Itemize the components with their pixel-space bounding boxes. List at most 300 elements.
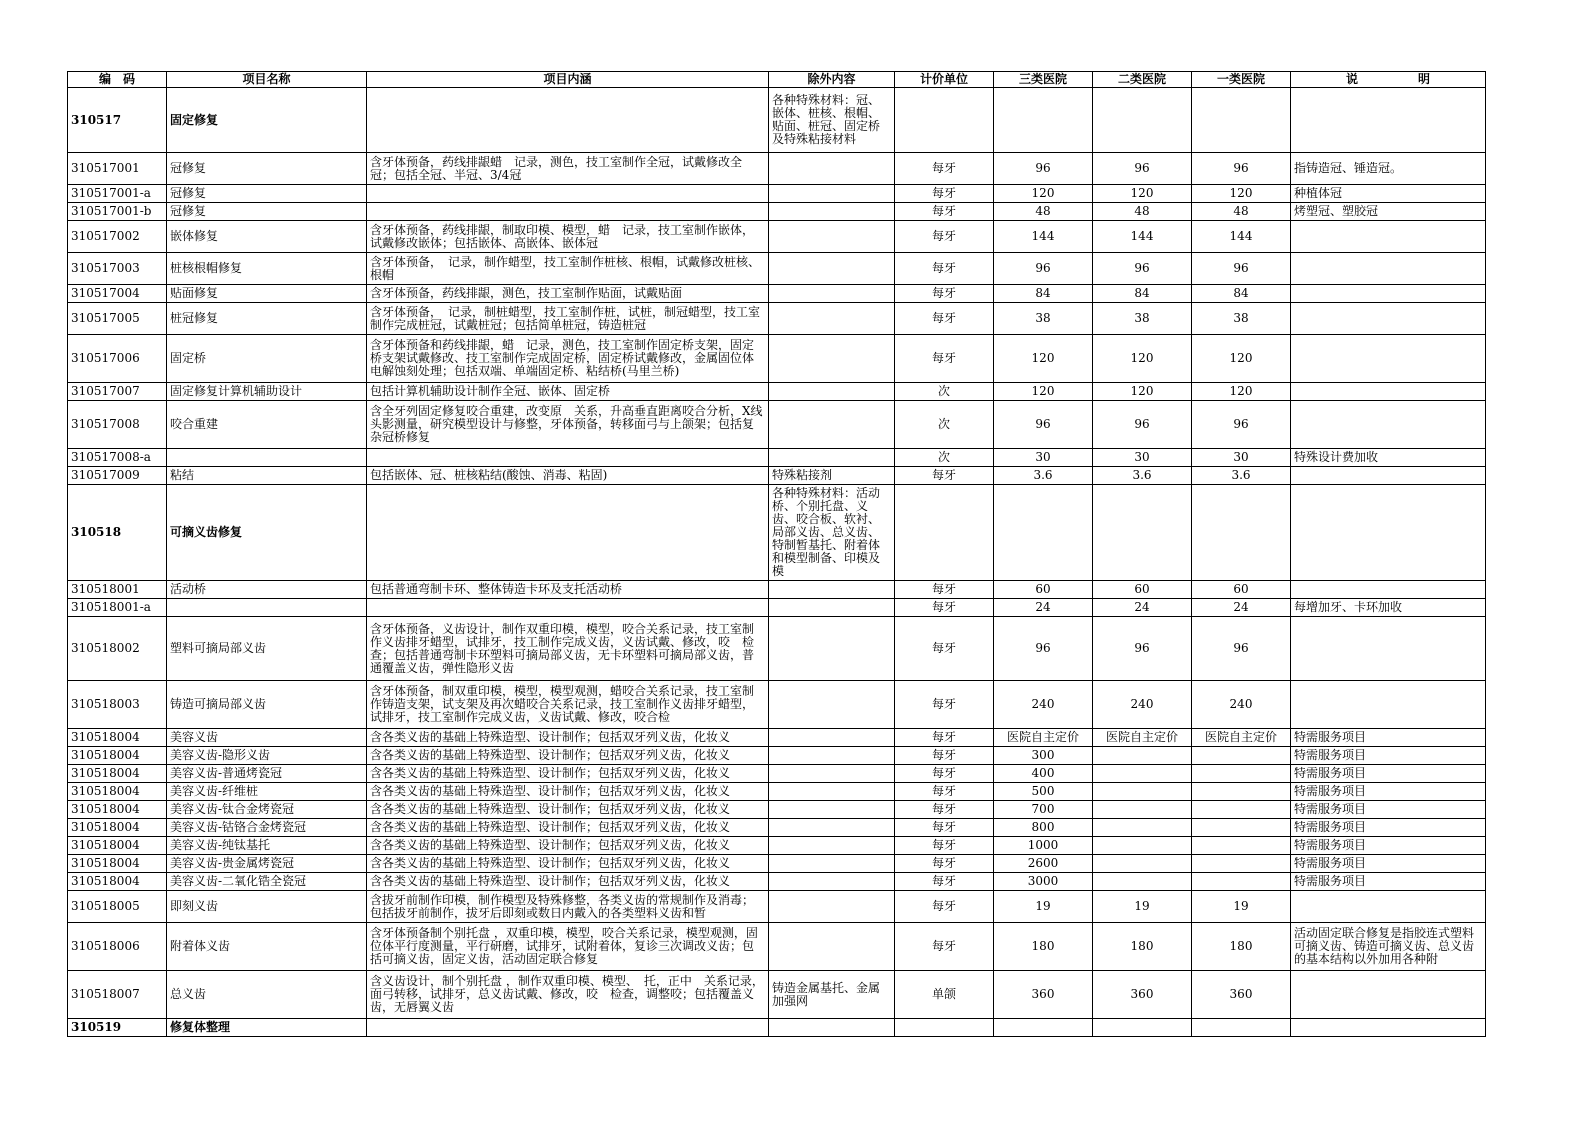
cell-tier1[interactable]: [1192, 819, 1291, 837]
cell-code[interactable]: 310519: [68, 1019, 167, 1037]
cell-content[interactable]: 含各类义齿的基础上特殊造型、设计制作；包括双牙列义齿，化妆义: [367, 783, 769, 801]
cell-tier1[interactable]: 48: [1192, 203, 1291, 221]
cell-excluded[interactable]: [769, 837, 895, 855]
cell-content[interactable]: 包括计算机辅助设计制作全冠、嵌体、固定桥: [367, 383, 769, 401]
cell-unit[interactable]: 每牙: [895, 335, 994, 383]
cell-content[interactable]: [367, 88, 769, 153]
cell-tier2[interactable]: 144: [1093, 221, 1192, 253]
cell-tier2[interactable]: 120: [1093, 335, 1192, 383]
cell-code[interactable]: 310517002: [68, 221, 167, 253]
cell-unit[interactable]: 每牙: [895, 285, 994, 303]
cell-code[interactable]: 310518006: [68, 923, 167, 971]
cell-name[interactable]: 嵌体修复: [167, 221, 367, 253]
cell-tier2[interactable]: 84: [1093, 285, 1192, 303]
cell-content[interactable]: 含牙体预备，义齿设计，制作双重印模，模型，咬合关系记录，技工室制作义齿排牙蜡型，试排牙，技工制作完成义齿，义齿试戴、修改，咬 检查；包括普通弯制卡环塑料可摘局部义齿，无卡环塑料可摘局部义齿，普通覆盖义齿，弹性隐形义齿: [367, 617, 769, 681]
cell-code[interactable]: 310518004: [68, 873, 167, 891]
cell-excluded[interactable]: [769, 855, 895, 873]
cell-tier2[interactable]: [1093, 88, 1192, 153]
cell-note[interactable]: 特需服务项目: [1291, 783, 1486, 801]
cell-tier3[interactable]: 2600: [994, 855, 1093, 873]
header-row: [68, 72, 1486, 88]
cell-tier1[interactable]: 360: [1192, 971, 1291, 1019]
cell-name[interactable]: 美容义齿: [167, 729, 367, 747]
cell-tier2[interactable]: 48: [1093, 203, 1192, 221]
cell-name[interactable]: 即刻义齿: [167, 891, 367, 923]
cell-note[interactable]: [1291, 971, 1486, 1019]
cell-note[interactable]: 特需服务项目: [1291, 747, 1486, 765]
cell-code[interactable]: 310517009: [68, 467, 167, 485]
cell-unit[interactable]: 单颌: [895, 971, 994, 1019]
cell-unit[interactable]: 每牙: [895, 253, 994, 285]
cell-unit[interactable]: [895, 485, 994, 581]
cell-content[interactable]: 包括嵌体、冠、桩核粘结(酸蚀、消毒、粘固): [367, 467, 769, 485]
cell-content[interactable]: 含各类义齿的基础上特殊造型、设计制作；包括双牙列义齿，化妆义: [367, 747, 769, 765]
cell-note[interactable]: [1291, 221, 1486, 253]
cell-excluded[interactable]: [769, 335, 895, 383]
cell-tier3[interactable]: [994, 1019, 1093, 1037]
cell-tier2[interactable]: [1093, 783, 1192, 801]
cell-tier2[interactable]: [1093, 765, 1192, 783]
cell-unit[interactable]: [895, 1019, 994, 1037]
cell-name[interactable]: 活动桥: [167, 581, 367, 599]
cell-name[interactable]: 铸造可摘局部义齿: [167, 681, 367, 729]
cell-note[interactable]: 特需服务项目: [1291, 819, 1486, 837]
cell-content[interactable]: [367, 185, 769, 203]
cell-unit[interactable]: 次: [895, 449, 994, 467]
cell-tier1[interactable]: 120: [1192, 185, 1291, 203]
cell-excluded[interactable]: [769, 153, 895, 185]
cell-tier3[interactable]: 300: [994, 747, 1093, 765]
cell-note[interactable]: [1291, 485, 1486, 581]
cell-tier1[interactable]: 96: [1192, 253, 1291, 285]
cell-tier3[interactable]: 19: [994, 891, 1093, 923]
cell-tier1[interactable]: 60: [1192, 581, 1291, 599]
cell-tier3[interactable]: 120: [994, 383, 1093, 401]
cell-tier1[interactable]: 38: [1192, 303, 1291, 335]
cell-tier2[interactable]: [1093, 855, 1192, 873]
cell-tier1[interactable]: 84: [1192, 285, 1291, 303]
cell-tier2[interactable]: 96: [1093, 617, 1192, 681]
cell-tier1[interactable]: 120: [1192, 335, 1291, 383]
cell-content[interactable]: [367, 203, 769, 221]
cell-tier2[interactable]: [1093, 837, 1192, 855]
cell-excluded[interactable]: [769, 783, 895, 801]
cell-tier2[interactable]: 360: [1093, 971, 1192, 1019]
header-tier1[interactable]: 一类医院: [1192, 72, 1291, 88]
cell-name[interactable]: 固定桥: [167, 335, 367, 383]
cell-code[interactable]: 310518004: [68, 729, 167, 747]
cell-excluded[interactable]: [769, 253, 895, 285]
cell-excluded[interactable]: [769, 747, 895, 765]
cell-tier3[interactable]: 96: [994, 153, 1093, 185]
cell-code[interactable]: 310518001: [68, 581, 167, 599]
cell-excluded[interactable]: [769, 617, 895, 681]
cell-unit[interactable]: 每牙: [895, 729, 994, 747]
cell-tier1[interactable]: [1192, 783, 1291, 801]
cell-note[interactable]: 烤塑冠、塑胶冠: [1291, 203, 1486, 221]
cell-content[interactable]: 含牙体预备，药线排龈，制取印模、模型，蜡 记录，技工室制作嵌体，试戴修改嵌体；包括嵌体、高嵌体、嵌体冠: [367, 221, 769, 253]
cell-note[interactable]: [1291, 253, 1486, 285]
cell-code[interactable]: 310517001: [68, 153, 167, 185]
cell-tier1[interactable]: 医院自主定价: [1192, 729, 1291, 747]
cell-code[interactable]: 310517004: [68, 285, 167, 303]
cell-note[interactable]: 活动固定联合修复是指胶连式塑料可摘义齿、铸造可摘义齿、总义齿的基本结构以外加用各种附: [1291, 923, 1486, 971]
cell-excluded[interactable]: [769, 873, 895, 891]
cell-tier1[interactable]: 96: [1192, 401, 1291, 449]
cell-code[interactable]: 310518004: [68, 747, 167, 765]
cell-excluded[interactable]: [769, 729, 895, 747]
cell-content[interactable]: 含各类义齿的基础上特殊造型、设计制作；包括双牙列义齿，化妆义: [367, 801, 769, 819]
cell-excluded[interactable]: [769, 285, 895, 303]
cell-code[interactable]: 310518004: [68, 783, 167, 801]
cell-code[interactable]: 310518007: [68, 971, 167, 1019]
cell-tier1[interactable]: 120: [1192, 383, 1291, 401]
cell-note[interactable]: [1291, 401, 1486, 449]
cell-tier2[interactable]: 96: [1093, 153, 1192, 185]
cell-note[interactable]: [1291, 581, 1486, 599]
cell-tier1[interactable]: [1192, 747, 1291, 765]
cell-tier2[interactable]: [1093, 873, 1192, 891]
cell-name[interactable]: 总义齿: [167, 971, 367, 1019]
cell-name[interactable]: 修复体整理: [167, 1019, 367, 1037]
cell-tier3[interactable]: 3000: [994, 873, 1093, 891]
cell-tier1[interactable]: [1192, 485, 1291, 581]
header-unit[interactable]: 计价单位: [895, 72, 994, 88]
cell-excluded[interactable]: [769, 221, 895, 253]
cell-code[interactable]: 310517001-b: [68, 203, 167, 221]
cell-note[interactable]: [1291, 335, 1486, 383]
cell-content[interactable]: 含牙体预备，药线排龈，测色，技工室制作贴面，试戴贴面: [367, 285, 769, 303]
cell-tier2[interactable]: 120: [1093, 185, 1192, 203]
cell-content[interactable]: 含各类义齿的基础上特殊造型、设计制作；包括双牙列义齿，化妆义: [367, 855, 769, 873]
cell-excluded[interactable]: [769, 681, 895, 729]
cell-code[interactable]: 310517: [68, 88, 167, 153]
cell-name[interactable]: 美容义齿-纤维桩: [167, 783, 367, 801]
cell-unit[interactable]: 每牙: [895, 837, 994, 855]
cell-tier2[interactable]: 3.6: [1093, 467, 1192, 485]
cell-code[interactable]: 310518002: [68, 617, 167, 681]
cell-note[interactable]: 特需服务项目: [1291, 837, 1486, 855]
cell-tier3[interactable]: 60: [994, 581, 1093, 599]
cell-unit[interactable]: 每牙: [895, 185, 994, 203]
cell-tier1[interactable]: [1192, 765, 1291, 783]
cell-unit[interactable]: 每牙: [895, 467, 994, 485]
cell-content[interactable]: [367, 1019, 769, 1037]
cell-tier3[interactable]: 96: [994, 253, 1093, 285]
cell-tier1[interactable]: [1192, 1019, 1291, 1037]
cell-unit[interactable]: 次: [895, 383, 994, 401]
cell-code[interactable]: 310517001-a: [68, 185, 167, 203]
cell-content[interactable]: [367, 449, 769, 467]
cell-name[interactable]: [167, 599, 367, 617]
cell-unit[interactable]: 每牙: [895, 873, 994, 891]
section-row: [68, 88, 1486, 153]
cell-tier3[interactable]: 144: [994, 221, 1093, 253]
cell-tier3[interactable]: 96: [994, 617, 1093, 681]
cell-tier2[interactable]: 30: [1093, 449, 1192, 467]
cell-unit[interactable]: 每牙: [895, 783, 994, 801]
cell-excluded[interactable]: [769, 185, 895, 203]
header-excluded[interactable]: 除外内容: [769, 72, 895, 88]
cell-unit[interactable]: 每牙: [895, 681, 994, 729]
cell-excluded[interactable]: 各种特殊材料：冠、嵌体、桩核、根帽、贴面、桩冠、固定桥及特殊粘接材料: [769, 88, 895, 153]
cell-note[interactable]: [1291, 617, 1486, 681]
cell-content[interactable]: 包括普通弯制卡环、整体铸造卡环及支托活动桥: [367, 581, 769, 599]
cell-tier3[interactable]: 96: [994, 401, 1093, 449]
cell-content[interactable]: 含牙体预备制个别托盘 ，双重印模，模型，咬合关系记录，模型观测，固位体平行度测量，平行研磨，试排牙，试附着体，复诊三次调改义齿；包括可摘义齿，固定义齿，活动固定联合修复: [367, 923, 769, 971]
cell-name[interactable]: 咬合重建: [167, 401, 367, 449]
cell-tier3[interactable]: 24: [994, 599, 1093, 617]
cell-name[interactable]: 贴面修复: [167, 285, 367, 303]
cell-content[interactable]: 含各类义齿的基础上特殊造型、设计制作；包括双牙列义齿，化妆义: [367, 873, 769, 891]
cell-name[interactable]: 塑料可摘局部义齿: [167, 617, 367, 681]
cell-tier1[interactable]: [1192, 873, 1291, 891]
cell-name[interactable]: 美容义齿-二氧化锆全瓷冠: [167, 873, 367, 891]
cell-code[interactable]: 310517005: [68, 303, 167, 335]
cell-tier3[interactable]: 400: [994, 765, 1093, 783]
cell-excluded[interactable]: [769, 203, 895, 221]
header-name[interactable]: 项目名称: [167, 72, 367, 88]
cell-tier3[interactable]: [994, 88, 1093, 153]
cell-content[interactable]: 含拔牙前制作印模，制作模型及特殊修整，各类义齿的常规制作及消毒；包括拔牙前制作，拔牙后即刻或数日内戴入的各类塑料义齿和暂: [367, 891, 769, 923]
cell-unit[interactable]: 每牙: [895, 303, 994, 335]
cell-tier3[interactable]: 1000: [994, 837, 1093, 855]
cell-unit[interactable]: [895, 88, 994, 153]
cell-note[interactable]: [1291, 88, 1486, 153]
cell-unit[interactable]: 每牙: [895, 801, 994, 819]
cell-name[interactable]: 附着体义齿: [167, 923, 367, 971]
cell-tier2[interactable]: 24: [1093, 599, 1192, 617]
cell-tier1[interactable]: [1192, 837, 1291, 855]
cell-content[interactable]: 含各类义齿的基础上特殊造型、设计制作；包括双牙列义齿，化妆义: [367, 729, 769, 747]
cell-code[interactable]: 310517008-a: [68, 449, 167, 467]
cell-tier1[interactable]: 144: [1192, 221, 1291, 253]
cell-unit[interactable]: 每牙: [895, 819, 994, 837]
cell-excluded[interactable]: 铸造金属基托、金属加强网: [769, 971, 895, 1019]
cell-excluded[interactable]: [769, 765, 895, 783]
cell-code[interactable]: 310518004: [68, 801, 167, 819]
cell-tier3[interactable]: 500: [994, 783, 1093, 801]
table-row: [68, 747, 1486, 765]
cell-name[interactable]: [167, 449, 367, 467]
cell-tier1[interactable]: 96: [1192, 617, 1291, 681]
cell-code[interactable]: 310517007: [68, 383, 167, 401]
cell-unit[interactable]: 每牙: [895, 599, 994, 617]
cell-unit[interactable]: 每牙: [895, 891, 994, 923]
table-row: [68, 801, 1486, 819]
cell-tier3[interactable]: 84: [994, 285, 1093, 303]
cell-note[interactable]: [1291, 303, 1486, 335]
cell-tier2[interactable]: 96: [1093, 401, 1192, 449]
table-row: [68, 681, 1486, 729]
cell-unit[interactable]: 每牙: [895, 855, 994, 873]
cell-note[interactable]: [1291, 681, 1486, 729]
cell-note[interactable]: 特需服务项目: [1291, 801, 1486, 819]
cell-content[interactable]: 含牙体预备和药线排龈，蜡 记录，测色，技工室制作固定桥支架，固定桥支架试戴修改、技工室制作完成固定桥，固定桥试戴修改，金属固位体电解蚀刻处理；包括双端、单端固定桥、粘结桥(马里兰桥): [367, 335, 769, 383]
cell-tier3[interactable]: 30: [994, 449, 1093, 467]
cell-excluded[interactable]: [769, 449, 895, 467]
cell-unit[interactable]: 每牙: [895, 923, 994, 971]
cell-code[interactable]: 310517006: [68, 335, 167, 383]
cell-code[interactable]: 310517003: [68, 253, 167, 285]
cell-note[interactable]: 每增加牙、卡环加收: [1291, 599, 1486, 617]
cell-name[interactable]: 冠修复: [167, 203, 367, 221]
cell-excluded[interactable]: [769, 1019, 895, 1037]
cell-tier1[interactable]: 19: [1192, 891, 1291, 923]
cell-tier2[interactable]: 96: [1093, 253, 1192, 285]
cell-name[interactable]: 固定修复: [167, 88, 367, 153]
cell-tier3[interactable]: 240: [994, 681, 1093, 729]
cell-note[interactable]: [1291, 285, 1486, 303]
header-tier3[interactable]: 三类医院: [994, 72, 1093, 88]
cell-content[interactable]: 含各类义齿的基础上特殊造型、设计制作；包括双牙列义齿，化妆义: [367, 819, 769, 837]
cell-tier1[interactable]: 3.6: [1192, 467, 1291, 485]
cell-excluded[interactable]: 特殊粘接剂: [769, 467, 895, 485]
cell-unit[interactable]: 每牙: [895, 765, 994, 783]
header-code[interactable]: 编 码: [68, 72, 167, 88]
cell-tier2[interactable]: [1093, 485, 1192, 581]
cell-note[interactable]: 特需服务项目: [1291, 855, 1486, 873]
cell-tier3[interactable]: 120: [994, 185, 1093, 203]
cell-tier2[interactable]: 19: [1093, 891, 1192, 923]
cell-tier2[interactable]: 60: [1093, 581, 1192, 599]
cell-content[interactable]: 含牙体预备，制双重印模，模型，模型观测，蜡咬合关系记录，技工室制作铸造支架，试支架及再次蜡咬合关系记录，技工室制作义齿排牙蜡型，试排牙，技工室制作完成义齿，义齿试戴、修改，咬合检: [367, 681, 769, 729]
cell-note[interactable]: [1291, 383, 1486, 401]
cell-note[interactable]: [1291, 467, 1486, 485]
cell-excluded[interactable]: [769, 891, 895, 923]
cell-code[interactable]: 310518004: [68, 855, 167, 873]
cell-content[interactable]: 含各类义齿的基础上特殊造型、设计制作；包括双牙列义齿，化妆义: [367, 837, 769, 855]
cell-note[interactable]: 种植体冠: [1291, 185, 1486, 203]
table-row: [68, 221, 1486, 253]
cell-tier2[interactable]: 38: [1093, 303, 1192, 335]
cell-excluded[interactable]: [769, 801, 895, 819]
cell-note[interactable]: 特殊设计费加收: [1291, 449, 1486, 467]
cell-excluded[interactable]: [769, 923, 895, 971]
cell-tier1[interactable]: 30: [1192, 449, 1291, 467]
cell-content[interactable]: 含牙体预备， 记录，制作蜡型，技工室制作桩核、根帽，试戴修改桩核、根帽: [367, 253, 769, 285]
cell-name[interactable]: 可摘义齿修复: [167, 485, 367, 581]
cell-excluded[interactable]: [769, 581, 895, 599]
cell-tier3[interactable]: 3.6: [994, 467, 1093, 485]
cell-excluded[interactable]: [769, 401, 895, 449]
cell-name[interactable]: 美容义齿-钴铬合金烤瓷冠: [167, 819, 367, 837]
cell-tier2[interactable]: 180: [1093, 923, 1192, 971]
cell-tier2[interactable]: [1093, 801, 1192, 819]
cell-content[interactable]: 含牙体预备，药线排龈蜡 记录，测色，技工室制作全冠，试戴修改全冠；包括全冠、半冠、3/4冠: [367, 153, 769, 185]
cell-code[interactable]: 310518004: [68, 837, 167, 855]
cell-name[interactable]: 冠修复: [167, 185, 367, 203]
cell-name[interactable]: 美容义齿-钛合金烤瓷冠: [167, 801, 367, 819]
table-row: [68, 837, 1486, 855]
cell-tier1[interactable]: 24: [1192, 599, 1291, 617]
cell-name[interactable]: 桩冠修复: [167, 303, 367, 335]
cell-unit[interactable]: 每牙: [895, 203, 994, 221]
cell-note[interactable]: 特需服务项目: [1291, 729, 1486, 747]
header-content[interactable]: 项目内涵: [367, 72, 769, 88]
cell-name[interactable]: 桩核根帽修复: [167, 253, 367, 285]
cell-code[interactable]: 310518005: [68, 891, 167, 923]
cell-name[interactable]: 美容义齿-普通烤瓷冠: [167, 765, 367, 783]
cell-code[interactable]: 310518: [68, 485, 167, 581]
cell-content[interactable]: 含全牙列固定修复咬合重建，改变原 关系，升高垂直距离咬合分析，X线头影测量，研究模型设计与修整，牙体预备，转移面弓与上颌架；包括复杂冠桥修复: [367, 401, 769, 449]
cell-excluded[interactable]: [769, 819, 895, 837]
cell-unit[interactable]: 每牙: [895, 581, 994, 599]
cell-note[interactable]: [1291, 891, 1486, 923]
cell-tier2[interactable]: 医院自主定价: [1093, 729, 1192, 747]
cell-tier3[interactable]: 48: [994, 203, 1093, 221]
cell-excluded[interactable]: [769, 383, 895, 401]
cell-tier3[interactable]: 医院自主定价: [994, 729, 1093, 747]
cell-name[interactable]: 美容义齿-纯钛基托: [167, 837, 367, 855]
cell-unit[interactable]: 每牙: [895, 221, 994, 253]
cell-note[interactable]: 指铸造冠、锤造冠。: [1291, 153, 1486, 185]
cell-content[interactable]: 含各类义齿的基础上特殊造型、设计制作；包括双牙列义齿，化妆义: [367, 765, 769, 783]
cell-unit[interactable]: 每牙: [895, 617, 994, 681]
table-row: [68, 783, 1486, 801]
header-note[interactable]: 说 明: [1291, 72, 1486, 88]
cell-name[interactable]: 固定修复计算机辅助设计: [167, 383, 367, 401]
cell-tier1[interactable]: [1192, 801, 1291, 819]
header-tier2[interactable]: 二类医院: [1093, 72, 1192, 88]
cell-content[interactable]: [367, 485, 769, 581]
cell-tier1[interactable]: [1192, 855, 1291, 873]
cell-tier2[interactable]: [1093, 747, 1192, 765]
cell-excluded[interactable]: 各种特殊材料：活动桥、个别托盘、义齿、咬合板、软衬、局部义齿、总义齿、特制暂基托、附着体和模型制备、印模及模: [769, 485, 895, 581]
cell-excluded[interactable]: [769, 599, 895, 617]
cell-note[interactable]: [1291, 1019, 1486, 1037]
cell-content[interactable]: [367, 599, 769, 617]
price-table-sheet: [67, 71, 1485, 1037]
cell-name[interactable]: 美容义齿-隐形义齿: [167, 747, 367, 765]
cell-tier1[interactable]: [1192, 88, 1291, 153]
cell-note[interactable]: 特需服务项目: [1291, 765, 1486, 783]
cell-tier2[interactable]: [1093, 1019, 1192, 1037]
cell-tier2[interactable]: [1093, 819, 1192, 837]
cell-name[interactable]: 粘结: [167, 467, 367, 485]
cell-tier3[interactable]: 120: [994, 335, 1093, 383]
cell-tier3[interactable]: 360: [994, 971, 1093, 1019]
cell-code[interactable]: 310518003: [68, 681, 167, 729]
cell-tier2[interactable]: 240: [1093, 681, 1192, 729]
cell-code[interactable]: 310518001-a: [68, 599, 167, 617]
cell-tier1[interactable]: 96: [1192, 153, 1291, 185]
table-row: [68, 467, 1486, 485]
cell-code[interactable]: 310518004: [68, 819, 167, 837]
cell-tier3[interactable]: 800: [994, 819, 1093, 837]
cell-unit[interactable]: 每牙: [895, 153, 994, 185]
cell-tier3[interactable]: 700: [994, 801, 1093, 819]
cell-content[interactable]: 含牙体预备， 记录，制桩蜡型，技工室制作桩，试桩，制冠蜡型，技工室制作完成桩冠，试戴桩冠；包括简单桩冠，铸造桩冠: [367, 303, 769, 335]
cell-unit[interactable]: 次: [895, 401, 994, 449]
cell-content[interactable]: 含义齿设计，制个别托盘 ，制作双重印模、模型、 托，正中 关系记录，面弓转移，试排牙，总义齿试戴、修改，咬 检查，调整咬；包括覆盖义齿，无唇翼义齿: [367, 971, 769, 1019]
cell-tier3[interactable]: 38: [994, 303, 1093, 335]
cell-note[interactable]: 特需服务项目: [1291, 873, 1486, 891]
cell-name[interactable]: 冠修复: [167, 153, 367, 185]
table-row: [68, 401, 1486, 449]
cell-code[interactable]: 310517008: [68, 401, 167, 449]
cell-code[interactable]: 310518004: [68, 765, 167, 783]
cell-unit[interactable]: 每牙: [895, 747, 994, 765]
cell-tier3[interactable]: 180: [994, 923, 1093, 971]
cell-tier3[interactable]: [994, 485, 1093, 581]
cell-tier2[interactable]: 120: [1093, 383, 1192, 401]
section-row: [68, 485, 1486, 581]
cell-tier1[interactable]: 240: [1192, 681, 1291, 729]
cell-excluded[interactable]: [769, 303, 895, 335]
cell-tier1[interactable]: 180: [1192, 923, 1291, 971]
cell-name[interactable]: 美容义齿-贵金属烤瓷冠: [167, 855, 367, 873]
